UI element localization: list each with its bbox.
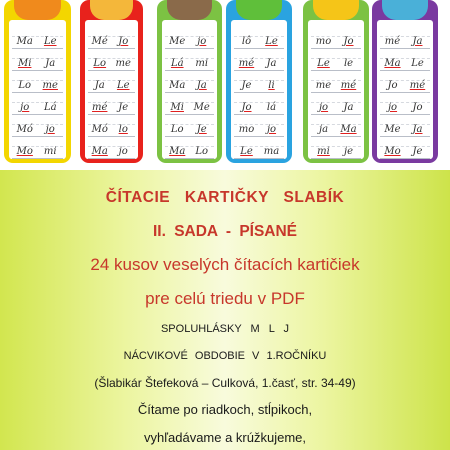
syllable-row [234, 71, 284, 93]
frog-illustration [236, 0, 282, 20]
syllable: jo [318, 102, 329, 113]
syllable-row [165, 49, 214, 71]
giraffe-illustration [90, 0, 133, 20]
syllable: Ja [412, 124, 423, 135]
syllable-row [311, 49, 361, 71]
syllable: jo [197, 36, 207, 47]
syllable: Lo [195, 146, 209, 157]
syllable-row [12, 71, 63, 93]
hedgehog-illustration [167, 0, 212, 20]
syllable-row [88, 137, 135, 159]
reading-card-4 [226, 0, 292, 163]
syllable: Me [384, 124, 401, 135]
reading-card-5 [303, 0, 369, 163]
syllable-row [88, 49, 135, 71]
syllable: Le [43, 36, 57, 47]
syllable: Ja [343, 102, 354, 113]
syllable-row [165, 115, 214, 137]
syllable-row [311, 93, 361, 115]
syllable: lá [266, 102, 277, 113]
syllable-row [88, 71, 135, 93]
orange-bird-illustration [14, 0, 61, 20]
syllable-row [12, 115, 63, 137]
fish-illustration [313, 0, 359, 20]
syllable-row [12, 49, 63, 71]
format-line: pre celú triedu v PDF [145, 289, 305, 308]
syllable: Ma [340, 124, 357, 135]
syllable-row [88, 27, 135, 49]
syllable: Me [169, 36, 186, 47]
syllable: Je [196, 124, 207, 135]
syllable: jo [45, 124, 55, 135]
syllable: Lá [43, 102, 57, 113]
card-writing-lines [162, 20, 217, 159]
activity-line-1: Čítame po riadkoch, stĺpikoch, [137, 402, 313, 417]
syllable-row [234, 115, 284, 137]
syllable: mi [43, 146, 57, 157]
card-writing-lines [231, 20, 287, 159]
syllable-row [88, 115, 135, 137]
syllable: Jo [412, 102, 423, 113]
syllable: Ma [169, 146, 186, 157]
syllable-row [380, 93, 430, 115]
textbook-reference: (Šlabikár Štefeková – Culková, 1.časť, str. 34-49) [94, 376, 356, 390]
syllable: Je [412, 146, 423, 157]
card-writing-lines [308, 20, 364, 159]
syllable: jo [118, 146, 128, 157]
syllable: mo [238, 124, 255, 135]
syllable: Ma [16, 36, 33, 47]
card-writing-lines [377, 20, 433, 159]
syllable: mi [195, 58, 209, 69]
syllable: Le [265, 36, 278, 47]
bookmark-cards-strip [0, 0, 450, 170]
syllable-row [234, 27, 284, 49]
syllable-row [234, 93, 284, 115]
syllable: Le [411, 58, 424, 69]
product-description [0, 188, 450, 446]
activity-line-2: vyhľadávame a krúžkujeme, [143, 430, 307, 445]
syllable: Mo [384, 146, 401, 157]
syllable: Jo [387, 80, 398, 91]
syllable: Ja [266, 58, 277, 69]
reading-card-6 [372, 0, 438, 163]
syllable: Ma [91, 146, 108, 157]
syllable: Lo [170, 124, 184, 135]
syllable: Mó [16, 124, 33, 135]
syllable: Ma [384, 58, 401, 69]
syllable: Jo [118, 36, 129, 47]
syllable: Lo [93, 58, 107, 69]
syllable: mi [317, 146, 330, 157]
syllable: me [42, 80, 58, 91]
syllable-row [88, 93, 135, 115]
syllable-row [165, 137, 214, 159]
syllable-row [311, 115, 361, 137]
syllable: Lo [18, 80, 32, 91]
title: ČÍTACIE KARTIČKY SLABÍK [105, 189, 345, 206]
syllable: Ja [94, 80, 105, 91]
syllable: Le [317, 58, 330, 69]
syllable: Mi [18, 58, 32, 69]
syllable-row [380, 71, 430, 93]
reading-card-1 [4, 0, 71, 163]
syllable: le [343, 58, 354, 69]
cards-count-line: 24 kusov veselých čítacích kartičiek [90, 255, 360, 274]
syllable: mé [92, 102, 108, 113]
syllable-row [311, 71, 361, 93]
syllable: mé [238, 58, 255, 69]
syllable: Mo [16, 146, 33, 157]
syllable: Jo [343, 36, 354, 47]
syllable: Me [193, 102, 210, 113]
syllable: Lá [170, 58, 184, 69]
syllable-row [380, 49, 430, 71]
syllable: Je [118, 102, 129, 113]
card-writing-lines [85, 20, 138, 159]
syllable: Ja [412, 36, 423, 47]
syllable-row [311, 137, 361, 159]
syllable: jo [387, 102, 398, 113]
reading-card-2 [80, 0, 143, 163]
period-line: NÁCVIKOVÉ OBDOBIE V 1.ROČNÍKU [123, 350, 327, 362]
syllable: mo [315, 36, 332, 47]
octopus-illustration [382, 0, 428, 20]
syllable: jo [20, 102, 30, 113]
consonants-line: SPOLUHLÁSKY M L J [160, 323, 290, 335]
syllable: Mé [91, 36, 108, 47]
syllable: je [343, 146, 354, 157]
syllable: mé [384, 36, 401, 47]
syllable: me [115, 58, 131, 69]
syllable-row [311, 27, 361, 49]
syllable: mé [340, 80, 357, 91]
syllable: Mó [91, 124, 108, 135]
syllable: Le [240, 146, 253, 157]
syllable-row [380, 27, 430, 49]
syllable: Ja [45, 58, 56, 69]
syllable-row [165, 71, 214, 93]
syllable: me [315, 80, 332, 91]
syllable-row [12, 27, 63, 49]
syllable-row [165, 27, 214, 49]
syllable-row [380, 115, 430, 137]
card-writing-lines [9, 20, 66, 159]
syllable-row [234, 49, 284, 71]
syllable: Ma [169, 80, 186, 91]
syllable: Le [116, 80, 130, 91]
syllable: ma [263, 146, 280, 157]
syllable-row [12, 137, 63, 159]
syllable: Jo [241, 102, 252, 113]
syllable: jo [266, 124, 277, 135]
syllable: Ja [196, 80, 207, 91]
syllable-row [165, 93, 214, 115]
syllable: lô [241, 36, 252, 47]
subtitle: II. SADA - PÍSANÉ [152, 223, 298, 240]
syllable-row [234, 137, 284, 159]
syllable: ja [318, 124, 329, 135]
reading-card-3 [157, 0, 222, 163]
syllable-row [12, 93, 63, 115]
syllable: Mi [170, 102, 184, 113]
syllable: li [268, 80, 275, 91]
syllable: Je [241, 80, 252, 91]
syllable-row [380, 137, 430, 159]
syllable: mé [409, 80, 426, 91]
syllable: lo [118, 124, 128, 135]
